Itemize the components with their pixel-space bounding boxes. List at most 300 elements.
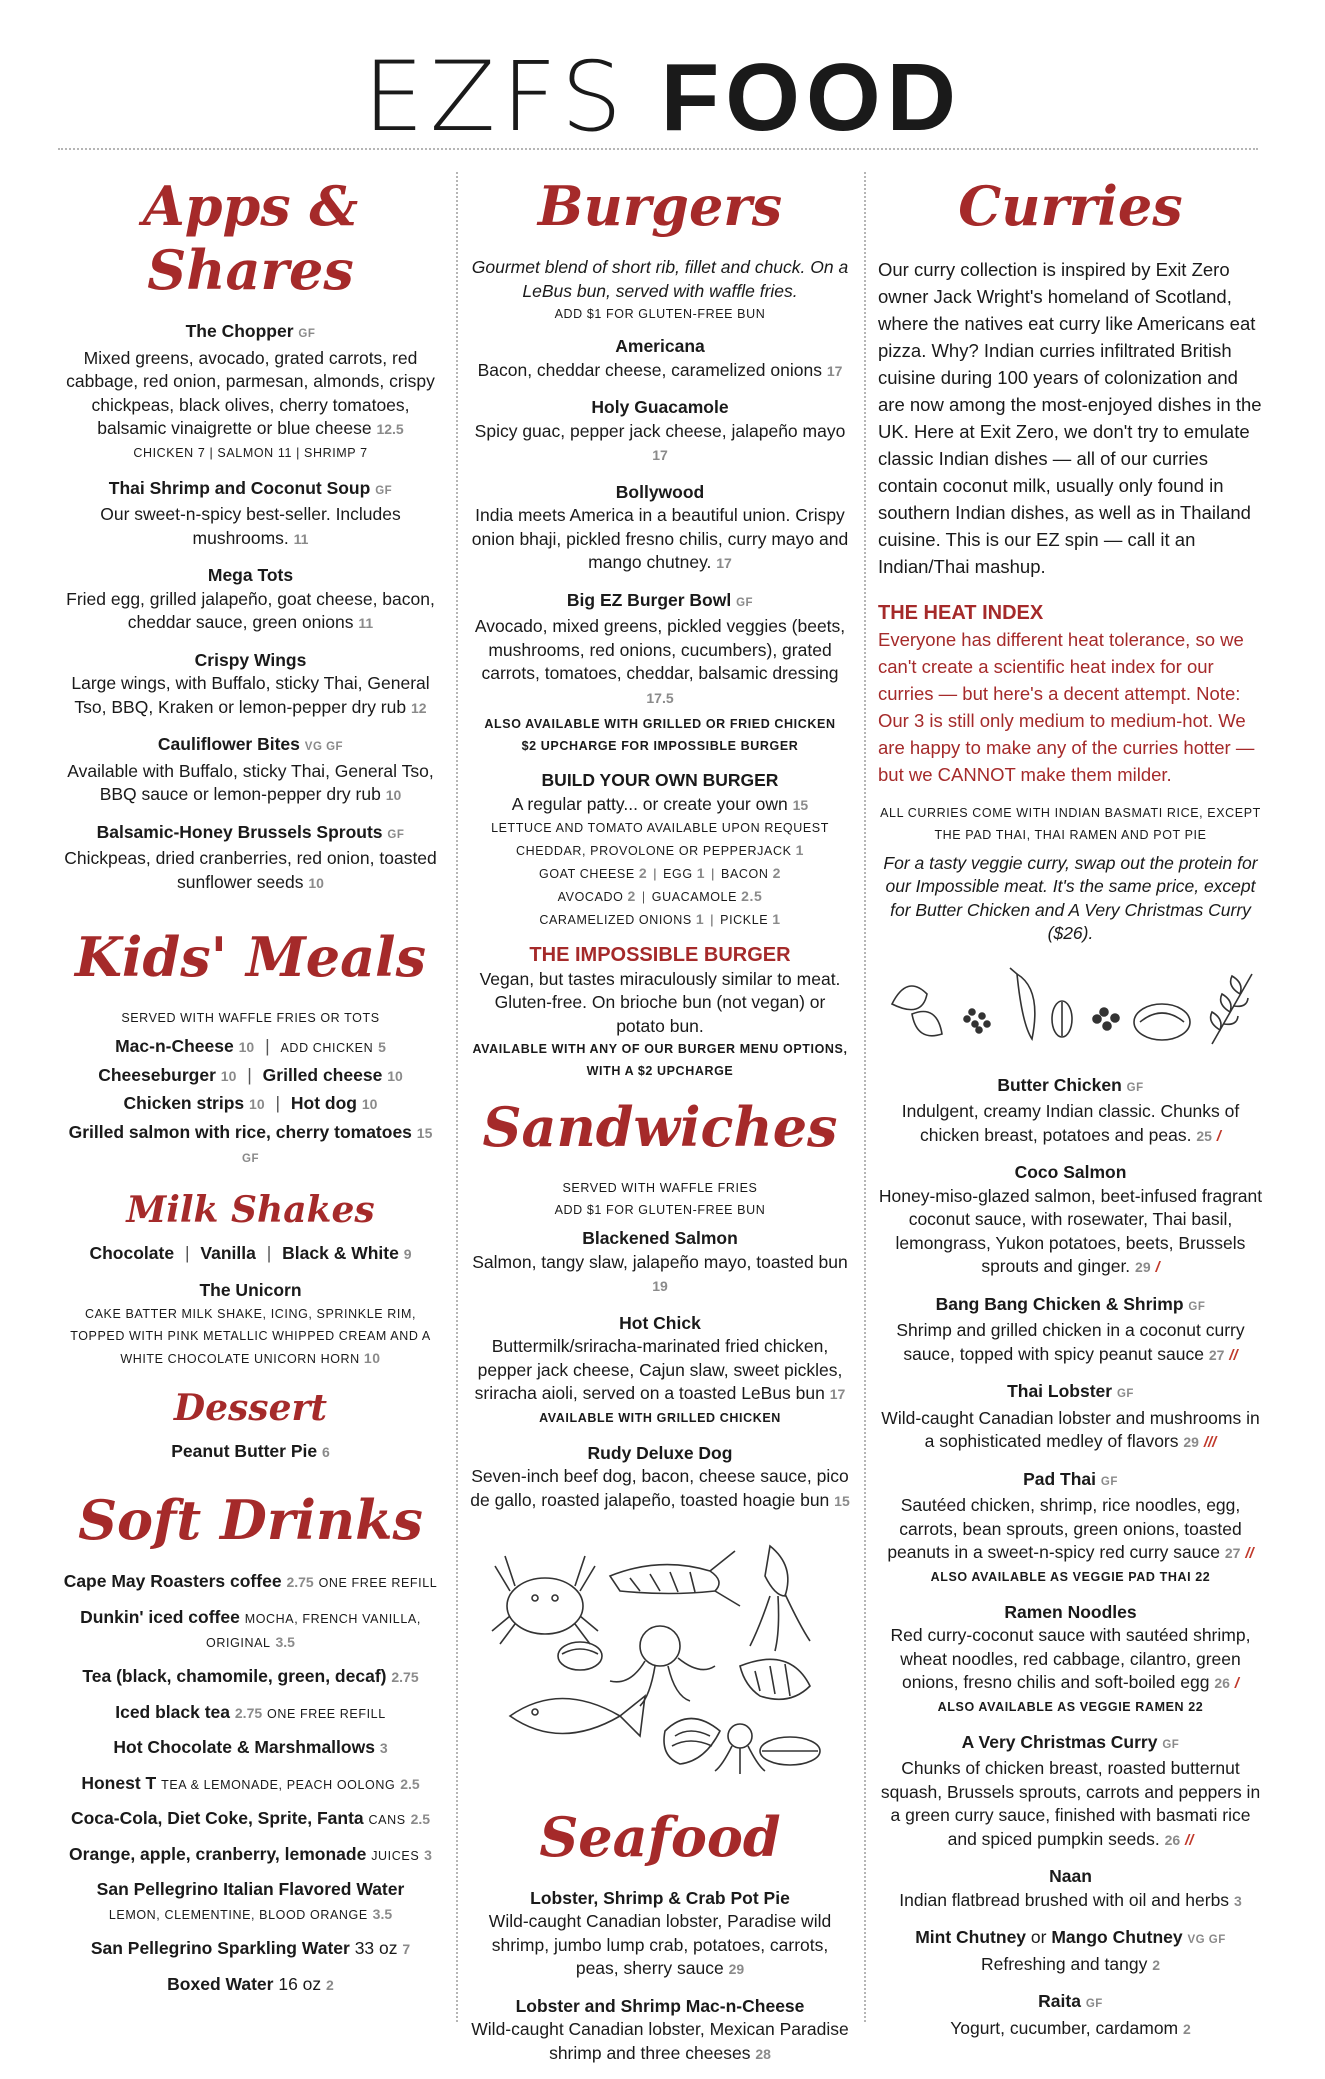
item-price: 2.75 <box>391 1669 419 1685</box>
byo-note: LETTUCE AND TOMATO AVAILABLE UPON REQUEST <box>491 821 829 835</box>
item-price: 17 <box>829 1386 846 1402</box>
item-desc <box>878 1185 1263 1280</box>
byo-option: CARAMELIZED ONIONS <box>539 913 692 927</box>
item-name: Blackened Salmon <box>582 1228 738 1248</box>
drink-item <box>58 1843 443 1868</box>
item-header <box>58 477 443 504</box>
item-name: Chocolate <box>89 1242 175 1263</box>
basil-leaves-icon <box>892 986 942 1036</box>
item-price: 1 <box>696 865 706 881</box>
item-name: Bang Bang Chicken & Shrimp <box>935 1293 1184 1314</box>
item-name: Butter Chicken <box>997 1074 1122 1095</box>
item-header <box>58 733 443 760</box>
menu-item <box>58 733 443 808</box>
item-price: 15 <box>834 1492 850 1509</box>
item-size: 33 oz <box>354 1938 398 1958</box>
item-desc-text: Yogurt, cucumber, cardamom <box>950 2017 1179 2038</box>
item-price: 3.5 <box>372 1905 393 1922</box>
spice-illustration <box>882 964 1267 1054</box>
item-price: 2.75 <box>234 1704 263 1721</box>
title-bold: FOOD <box>660 44 962 151</box>
item-price: 10 <box>249 1096 265 1112</box>
item-name: Grilled cheese <box>262 1064 383 1085</box>
item-desc-text: Chickpeas, dried cranberries, red onion, toasted sunflower seeds <box>64 848 437 892</box>
item-header <box>470 1227 850 1251</box>
heat-index-title: THE HEAT INDEX <box>878 602 1044 624</box>
fish-icon <box>510 1696 645 1736</box>
top-divider <box>58 148 1258 150</box>
item-desc-text: Avocado, mixed greens, pickled veggies (beets, mushrooms, red onions, cucumbers), grated carrots, tomatoes, cheddar, balsamic dressing <box>474 616 846 683</box>
item-header <box>58 649 443 673</box>
mussel-icon <box>760 1737 820 1765</box>
item-desc-text: Bacon, cheddar cheese, caramelized onions <box>477 359 822 380</box>
drink-item <box>58 1736 443 1761</box>
heat-index-body: Everyone has different heat tolerance, so we can't create a scientific heat index for our curries — but here's a decent attempt. Note: Our 3 is still only medium to medium-hot. We are happy to make any of the curries hotter — but we CANNOT make them milder. <box>878 628 1255 785</box>
item-price: 17.5 <box>646 689 674 706</box>
kids-line <box>58 1064 443 1089</box>
item-name: Peanut Butter Pie <box>171 1440 318 1461</box>
section-title-seafood: Seafood <box>539 1804 781 1869</box>
item-desc-text: Chunks of chicken breast, roasted butternut squash, Brussels sprouts, carrots and peppers in a green curry sauce, finished with basmati rice and spiced pumpkin seeds. <box>880 1758 1261 1849</box>
drink-item <box>58 1606 443 1655</box>
item-desc <box>878 1624 1263 1696</box>
item-name: Chicken strips <box>123 1093 245 1113</box>
item-desc <box>470 793 850 818</box>
item-header <box>470 481 850 505</box>
item-price: 10 <box>387 1067 403 1084</box>
impossible-burger <box>470 944 850 1082</box>
byo-option: EGG <box>663 867 693 881</box>
byo-option: GUACAMOLE <box>651 890 738 904</box>
section-title-curries: Curries <box>958 174 1183 238</box>
menu-item <box>878 1161 1263 1280</box>
item-tag: GF <box>1116 1388 1134 1400</box>
column-divider-1 <box>456 172 458 2022</box>
kids-line <box>58 1035 443 1060</box>
heat-chili-icon: / <box>1155 1259 1160 1276</box>
dessert-item <box>58 1440 443 1465</box>
item-note: MOCHA, FRENCH VANILLA, <box>244 1611 421 1626</box>
byo-cheese-text: CHEDDAR, PROVOLONE OR PEPPERJACK <box>516 844 792 858</box>
menu-item <box>58 320 443 464</box>
item-note: ONE FREE REFILL <box>318 1576 438 1590</box>
menu-item <box>470 396 850 468</box>
item-note: ORIGINAL <box>206 1635 271 1650</box>
peppercorns-icon <box>964 1009 990 1033</box>
drink-item <box>58 1701 443 1726</box>
heat-chili-icon: / <box>1216 1127 1221 1145</box>
item-header <box>58 1736 443 1761</box>
item-header <box>470 1995 850 2019</box>
item-name: Coco Salmon <box>1014 1162 1127 1182</box>
item-header <box>470 1312 850 1336</box>
squid-icon <box>750 1546 810 1651</box>
item-desc-text: Wild-caught Canadian lobster, Mexican Paradise shrimp and three cheeses <box>471 2019 849 2063</box>
item-price: 27 <box>1208 1346 1225 1363</box>
item-name: Rudy Deluxe Dog <box>587 1442 733 1463</box>
item-name: Big EZ Burger Bowl <box>566 589 732 610</box>
item-name: Crispy Wings <box>194 649 307 670</box>
item-desc <box>470 2018 850 2066</box>
item-note: ALSO AVAILABLE AS VEGGIE PAD THAI 22 <box>930 1569 1211 1584</box>
item-note: CANS <box>368 1813 406 1827</box>
separator: | <box>266 1242 272 1263</box>
item-name: Bollywood <box>615 481 705 502</box>
item-header <box>58 1843 443 1868</box>
section-title-dessert: Dessert <box>173 1386 328 1429</box>
item-desc <box>58 503 443 551</box>
item-desc <box>58 760 443 808</box>
item-header <box>878 1293 1263 1320</box>
item-price: 15 <box>416 1124 433 1141</box>
octopus-icon <box>610 1626 715 1706</box>
salmon-steak-icon <box>664 1719 720 1765</box>
drink-item <box>58 1807 443 1832</box>
item-price: 10 <box>220 1067 237 1084</box>
item-desc-text: Our sweet-n-spicy best-seller. Includes mushrooms. <box>100 504 401 548</box>
item-desc-text: Red curry-coconut sauce with sautéed shrimp, wheat noodles, red cabbage, cilantro, green onions, fresno chilis and soft-boiled egg <box>890 1625 1251 1692</box>
item-tag: GF <box>1188 1300 1206 1313</box>
item-price: 15 <box>792 796 809 813</box>
raita-item <box>878 1990 1263 2041</box>
item-header <box>470 1887 850 1911</box>
section-title-drinks: Soft Drinks <box>78 1488 423 1552</box>
item-desc <box>470 615 850 710</box>
item-price: 7 <box>402 1941 411 1957</box>
sandwiches-note: ADD $1 FOR GLUTEN-FREE BUN <box>554 1203 766 1217</box>
byo-option-row <box>470 862 850 885</box>
byo-options <box>470 862 850 931</box>
item-note: AVAILABLE WITH GRILLED CHICKEN <box>539 1410 781 1425</box>
item-desc <box>470 359 850 384</box>
item-price: 1 <box>795 842 804 858</box>
byo-option: GOAT CHEESE <box>539 867 635 881</box>
or-text: or <box>1030 1927 1047 1947</box>
item-name: Lobster and Shrimp Mac-n-Cheese <box>515 1995 805 2016</box>
item-tag: VG GF <box>1187 1934 1226 1946</box>
item-name: Cape May Roasters coffee <box>63 1571 282 1591</box>
item-price: 10 <box>361 1096 378 1112</box>
item-note: TEA & LEMONADE, PEACH OOLONG <box>161 1777 396 1792</box>
item-desc <box>470 1465 850 1513</box>
item-price: 2 <box>326 1976 334 1993</box>
item-name: THE IMPOSSIBLE BURGER <box>529 944 791 966</box>
item-tag: VG GF <box>304 741 344 753</box>
separator: | <box>247 1064 252 1085</box>
byo-option: PICKLE <box>720 913 769 927</box>
item-tag: GF <box>298 328 316 340</box>
menu-item <box>878 1865 1263 1913</box>
menu-item <box>470 481 850 576</box>
item-header <box>470 396 850 420</box>
small-octopus-icon <box>715 1724 765 1774</box>
separator: | <box>653 867 658 881</box>
item-subline <box>58 1902 443 1927</box>
item-price: 11 <box>293 530 309 547</box>
item-size: 16 oz <box>278 1973 322 1994</box>
item-name: Mac-n-Cheese <box>115 1036 234 1056</box>
kids-note: SERVED WITH WAFFLE FRIES OR TOTS <box>121 1011 380 1025</box>
apps-list <box>58 320 443 895</box>
item-header <box>58 821 443 848</box>
section-title-kids: Kids' Meals <box>75 925 426 989</box>
chili-icon <box>1010 968 1035 1039</box>
item-desc-text: Shrimp and grilled chicken in a coconut curry sauce, topped with spicy peanut sauce <box>896 1320 1245 1364</box>
item-price: 26 <box>1164 1831 1181 1848</box>
column-left <box>58 160 443 2008</box>
menu-item <box>470 1227 850 1299</box>
item-name: Black & White <box>282 1242 399 1263</box>
item-tag: GF <box>1126 1081 1144 1094</box>
item-name: Orange, apple, cranberry, lemonade <box>69 1843 367 1864</box>
item-price: 11 <box>358 615 374 631</box>
item-desc-text: Indian flatbread brushed with oil and herbs <box>899 1889 1230 1910</box>
item-price: 10 <box>363 1349 381 1366</box>
sandwiches-note: SERVED WITH WAFFLE FRIES <box>562 1181 758 1195</box>
item-name: A Very Christmas Curry <box>961 1731 1158 1752</box>
item-price: 29 <box>1135 1259 1151 1275</box>
item-price: 29 <box>1183 1434 1199 1450</box>
item-price: 2.75 <box>286 1574 314 1590</box>
section-title-apps: Apps & Shares <box>142 174 359 302</box>
heat-chili-icon: /// <box>1203 1434 1217 1451</box>
menu-item <box>470 335 850 383</box>
item-name: San Pellegrino Italian Flavored Water <box>96 1879 405 1899</box>
title-light: EZFS <box>363 41 628 153</box>
item-note: JUICES <box>371 1848 420 1863</box>
item-addon: ADD CHICKEN <box>280 1041 374 1055</box>
item-header <box>58 1665 443 1690</box>
item-desc <box>878 2017 1263 2042</box>
item-desc-text: Honey-miso-glazed salmon, beet-infused fragrant coconut sauce, with rosewater, Thai basil, lemongrass, Yukon potatoes, beets, Brussels sprouts and ginger. <box>878 1185 1263 1276</box>
item-desc <box>878 1953 1263 1978</box>
section-title-burgers: Burgers <box>537 174 783 238</box>
item-price: 12.5 <box>376 421 404 437</box>
menu-item <box>878 1380 1263 1455</box>
separator: | <box>265 1036 270 1056</box>
chutney-item <box>878 1926 1263 1977</box>
item-price: 2.5 <box>741 888 763 904</box>
page-title <box>0 42 1325 153</box>
item-header <box>878 1380 1263 1407</box>
menu-item <box>878 1468 1263 1588</box>
item-desc-text: Sautéed chicken, shrimp, rice noodles, egg, carrots, bean sprouts, green onions, toasted peanuts in a sweet-n-spicy red curry sauce <box>887 1495 1242 1562</box>
item-name: Vanilla <box>200 1242 256 1263</box>
item-desc-text: Fried egg, grilled jalapeño, goat cheese, bacon, cheddar sauce, green onions <box>66 588 435 632</box>
item-price: 6 <box>321 1443 330 1460</box>
menu-item <box>878 1293 1263 1368</box>
item-price: 27 <box>1224 1545 1241 1561</box>
item-price: 29 <box>728 1961 745 1977</box>
item-header <box>58 1570 443 1595</box>
item-tag: GF <box>387 828 405 841</box>
section-title-sandwiches: Sandwiches <box>482 1095 838 1159</box>
item-tag: GF <box>242 1153 259 1165</box>
column-middle <box>470 160 850 2079</box>
item-header <box>58 1878 443 1902</box>
item-header <box>878 1926 1263 1953</box>
item-price: 2 <box>1183 2020 1191 2037</box>
menu-item <box>470 1312 850 1429</box>
item-desc <box>58 1303 443 1370</box>
item-desc <box>878 1757 1263 1852</box>
shake-flavors <box>58 1242 443 1267</box>
item-desc <box>58 672 443 720</box>
item-note: AVAILABLE WITH ANY OF OUR BURGER MENU OPTIONS, WITH A $2 UPCHARGE <box>472 1042 848 1078</box>
item-price: 1 <box>695 911 705 927</box>
item-tag: GF <box>1085 1998 1103 2010</box>
item-name: Mega Tots <box>207 565 294 585</box>
item-name: Pad Thai <box>1023 1468 1097 1489</box>
byo-option-row <box>470 885 850 908</box>
item-header <box>58 1937 443 1962</box>
item-desc-text: Indulgent, creamy Indian classic. Chunks of chicken breast, potatoes and peas. <box>901 1101 1240 1145</box>
byo-option: AVOCADO <box>557 890 624 904</box>
item-desc <box>878 1100 1263 1148</box>
item-price: 12 <box>410 699 427 716</box>
item-price: 5 <box>378 1039 386 1055</box>
byo-option-row <box>470 908 850 931</box>
item-price: 9 <box>403 1245 412 1262</box>
curry-leaf-icon <box>1211 974 1252 1044</box>
item-header <box>878 1865 1263 1889</box>
item-name: Hot Chick <box>619 1312 701 1333</box>
kids-line <box>58 1092 443 1117</box>
item-desc <box>470 504 850 576</box>
item-header <box>58 564 443 588</box>
item-note: ALSO AVAILABLE AS VEGGIE RAMEN 22 <box>937 1699 1204 1714</box>
item-desc-text: Salmon, tangy slaw, jalapeño mayo, toasted bun <box>472 1251 848 1272</box>
item-desc <box>878 1407 1263 1455</box>
cloves-icon <box>1093 1008 1119 1030</box>
item-name: Raita <box>1038 1991 1081 2011</box>
item-header <box>58 1973 443 1998</box>
drink-item <box>58 1665 443 1690</box>
item-price: 3 <box>424 1846 432 1863</box>
item-name: Hot Chocolate & Marshmallows <box>113 1737 375 1757</box>
item-note: LEMON, CLEMENTINE, BLOOD ORANGE <box>108 1907 368 1922</box>
item-header <box>878 1468 1263 1495</box>
cardamom-icon <box>1052 1001 1072 1037</box>
item-price: 19 <box>652 1278 668 1294</box>
item-addons: CHICKEN 7 | SALMON 11 | SHRIMP 7 <box>133 445 368 460</box>
item-desc-text: Buttermilk/sriracha-marinated fried chicken, pepper jack cheese, Cajun slaw, sweet pickles, sriracha aioli, served on a toasted LeBus bun <box>474 1336 843 1403</box>
item-desc <box>470 1335 850 1407</box>
item-header <box>58 320 443 347</box>
item-desc-text: Wild-caught Canadian lobster and mushrooms in a sophisticated medley of flavors <box>881 1407 1260 1451</box>
byo-option: BACON <box>721 867 769 881</box>
item-name: Thai Shrimp and Coconut Soup <box>108 477 371 498</box>
menu-item <box>58 564 443 636</box>
separator: | <box>184 1242 190 1263</box>
item-price: 26 <box>1214 1675 1230 1691</box>
item-price: 28 <box>755 2045 771 2062</box>
separator: | <box>641 890 646 904</box>
item-name: Tea (black, chamomile, green, decaf) <box>82 1666 387 1686</box>
kids-line <box>58 1121 443 1172</box>
heat-chili-icon: // <box>1245 1545 1254 1562</box>
byo-cheese <box>470 839 850 862</box>
oyster-icon <box>558 1642 602 1670</box>
menu-item <box>470 1887 850 1982</box>
item-header <box>58 1701 443 1726</box>
item-name: Lobster, Shrimp & Crab Pot Pie <box>530 1887 790 1908</box>
drink-item <box>58 1570 443 1595</box>
item-tag: GF <box>1100 1475 1118 1488</box>
veggie-note: For a tasty veggie curry, swap out the protein for our Impossible meat. It's the same price, except for Butter Chicken and A Very Christmas Curry ($26). <box>883 852 1258 943</box>
item-header <box>58 1606 443 1630</box>
separator: | <box>275 1093 281 1113</box>
item-name: Ramen Noodles <box>1004 1601 1137 1622</box>
burgers-intro: Gourmet blend of short rib, fillet and chuck. On a LeBus bun, served with waffle fries. <box>471 257 849 301</box>
curries-list <box>878 1074 1263 1914</box>
item-name: Mango Chutney <box>1051 1927 1183 1947</box>
crab-icon <box>492 1556 598 1644</box>
item-name: Naan <box>1049 1866 1092 1886</box>
column-divider-2 <box>864 172 866 2022</box>
item-note: ONE FREE REFILL <box>267 1706 386 1721</box>
item-header <box>470 589 850 616</box>
menu-item <box>58 477 443 552</box>
byo-burger <box>470 769 850 931</box>
drink-item <box>58 1973 443 1998</box>
menu-item <box>58 821 443 896</box>
item-name: Grilled salmon with rice, cherry tomatoes <box>68 1121 412 1142</box>
item-name: Holy Guacamole <box>591 397 729 417</box>
item-desc <box>878 1494 1263 1566</box>
item-desc-text: CAKE BATTER MILK SHAKE, ICING, SPRINKLE RIM, TOPPED WITH PINK METALLIC WHIPPED CREAM AND A WHITE CHOCOLATE UNICORN HORN <box>70 1306 431 1366</box>
drink-item <box>58 1772 443 1797</box>
column-right <box>878 160 1263 2054</box>
section-title-shakes: Milk Shakes <box>126 1188 375 1231</box>
menu-item <box>878 1601 1263 1718</box>
item-price: 2.5 <box>410 1811 431 1827</box>
separator: | <box>711 867 716 881</box>
item-desc-text: Mixed greens, avocado, grated carrots, red cabbage, red onion, parmesan, almonds, crispy chickpeas, black olives, cherry tomatoes, balsamic vinaigrette or blue cheese <box>66 347 435 438</box>
item-price: 17 <box>652 447 668 463</box>
menu-item <box>470 1442 850 1514</box>
item-desc-text: India meets America in a beautiful union. Crispy onion bhaji, pickled fresno chilis, curry mayo and mango chutney. <box>471 505 849 572</box>
drink-item <box>58 1878 443 1926</box>
seafood-illustration <box>490 1536 830 1786</box>
item-price: 1 <box>772 911 781 927</box>
item-header <box>878 1601 1263 1625</box>
item-header <box>470 1442 850 1466</box>
item-name: Thai Lobster <box>1007 1381 1113 1401</box>
ground-spice-icon <box>1134 1004 1190 1040</box>
item-name: Americana <box>615 336 705 356</box>
menu-item <box>878 1074 1263 1149</box>
item-tag: GF <box>1162 1738 1180 1751</box>
item-desc <box>878 1889 1263 1914</box>
item-desc <box>470 420 850 468</box>
bowl-note: $2 UPCHARGE FOR IMPOSSIBLE BURGER <box>521 739 799 753</box>
item-price: 10 <box>385 787 402 803</box>
item-desc <box>58 847 443 895</box>
item-name: Hot dog <box>290 1093 357 1113</box>
burgers-gf-note: ADD $1 FOR GLUTEN-FREE BUN <box>554 307 766 321</box>
item-desc-text: Spicy guac, pepper jack cheese, jalapeño mayo <box>474 420 846 441</box>
bowl-note: ALSO AVAILABLE WITH GRILLED OR FRIED CHICKEN <box>484 717 836 731</box>
heat-chili-icon: / <box>1234 1675 1239 1692</box>
item-desc-text: Wild-caught Canadian lobster, Paradise wild shrimp, jumbo lump crab, potatoes, carrots, peas, sherry sauce <box>488 1911 832 1978</box>
item-price: 3 <box>1233 1892 1242 1909</box>
item-name: BUILD YOUR OWN BURGER <box>541 770 779 790</box>
item-price: 17 <box>716 555 732 571</box>
shrimp-icon <box>740 1659 810 1699</box>
item-name: Cheeseburger <box>98 1064 216 1085</box>
item-price: 2 <box>627 888 636 904</box>
